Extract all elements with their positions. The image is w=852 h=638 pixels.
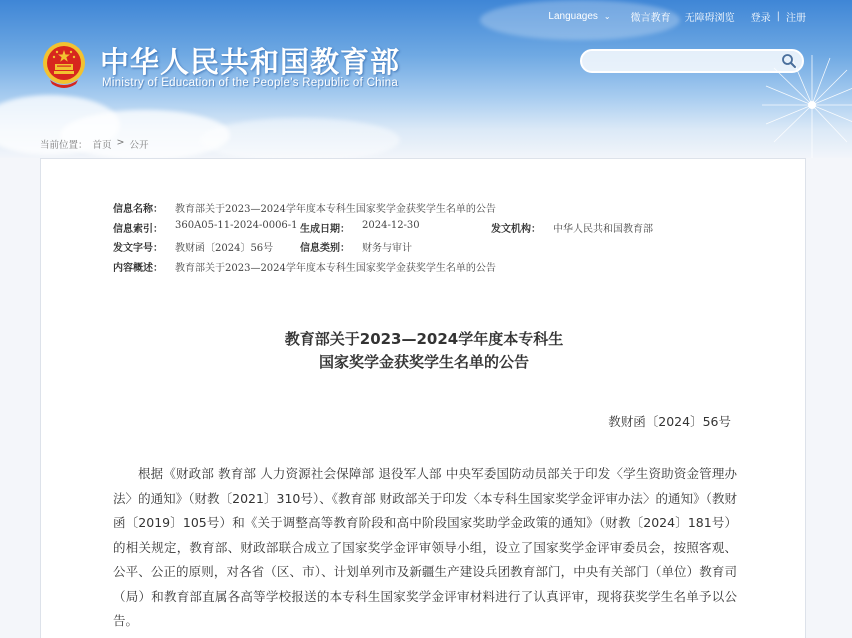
site-subtitle: Ministry of Education of the People's Republic of China: [102, 77, 399, 89]
article-container: [40, 158, 806, 638]
meta-value: 教财函〔2024〕56号: [175, 243, 274, 254]
meta-value: 360A05-11-2024-0006-1: [175, 219, 298, 231]
meta-label: 内容概述：: [113, 262, 163, 274]
document-title-line: 教育部关于2023—2024学年度本专科生: [284, 330, 564, 348]
register-link[interactable]: 注册: [786, 13, 806, 24]
meta-value: 教育部关于2023—2024学年度本专科生国家奖学金获奖学生名单的公告: [175, 204, 496, 215]
info-metadata-table: [113, 200, 733, 278]
breadcrumb-home[interactable]: 首页: [92, 140, 112, 151]
meta-label: 信息名称：: [113, 204, 163, 215]
search-box: [580, 49, 804, 73]
chevron-down-icon[interactable]: ⌄: [603, 12, 611, 21]
meta-label: 信息索引：: [113, 223, 163, 235]
document-paragraph: 根据《财政部 教育部 人力资源社会保障部 退役军人部 中央军委国防动员部关于印发〈学生资助资金管理办法〉的通知》（财教〔2021〕310号）、《教育部 财政部关于印发〈本专科生国家奖学金评审办法〉的通知》（教财函〔2019〕105号）和《关于调整高等教育阶段和高中阶段国家奖助学金政策的通知》（财教〔2024〕181号）的相关规定，教育部、财政部联合成立了国家奖学金评审领导小组，设立了国家奖学金评审委员会，按照客观、公平、公正的原则，对各省（区、市）、计划单列市及新疆生产建设兵团教育部门，中央有关部门（单位）教育司（局）和教育部直属各高等学校报送的本专科生国家奖学金评审材料进行了认真评审，现将获奖学生名单予以公告。: [113, 466, 737, 628]
meta-row-index: [113, 220, 733, 240]
meta-label: 发文字号：: [113, 243, 163, 254]
site-header: [0, 0, 852, 158]
meta-row-docno: [113, 239, 733, 259]
meta-row-name: [113, 200, 733, 220]
cloud-decoration: [200, 118, 400, 158]
meta-label: 信息类别：: [300, 243, 350, 254]
breadcrumb: [40, 137, 149, 151]
meta-value: 中华人民共和国教育部: [553, 223, 653, 235]
meta-value: 财务与审计: [362, 243, 412, 254]
meta-row-summary: [113, 259, 733, 279]
document-title-line: 国家奖学金获奖学生名单的公告: [318, 353, 529, 371]
login-link[interactable]: 登录: [750, 13, 771, 24]
site-title[interactable]: 中华人民共和国教育部: [100, 45, 401, 79]
weiyan-link[interactable]: 微言教育: [630, 13, 671, 24]
divider: |: [776, 11, 780, 22]
meta-label: 发文机构：: [491, 223, 541, 235]
meta-value: 教育部关于2023—2024学年度本专科生国家奖学金获奖学生名单的公告: [175, 262, 496, 274]
breadcrumb-public[interactable]: 公开: [129, 140, 149, 151]
meta-value: 2024-12-30: [362, 219, 420, 231]
breadcrumb-separator: >: [116, 137, 125, 148]
meta-label: 生成日期：: [300, 223, 350, 235]
national-emblem-icon[interactable]: [40, 38, 88, 90]
breadcrumb-label: 当前位置：: [40, 140, 88, 151]
accessibility-link[interactable]: 无障碍浏览: [684, 13, 735, 24]
top-navigation: [548, 9, 806, 24]
search-icon[interactable]: [781, 53, 797, 69]
document-number: 教财函〔2024〕56号: [608, 414, 731, 429]
search-input[interactable]: [590, 53, 770, 69]
languages-link[interactable]: Languages: [548, 11, 598, 22]
document-title: [41, 328, 807, 374]
